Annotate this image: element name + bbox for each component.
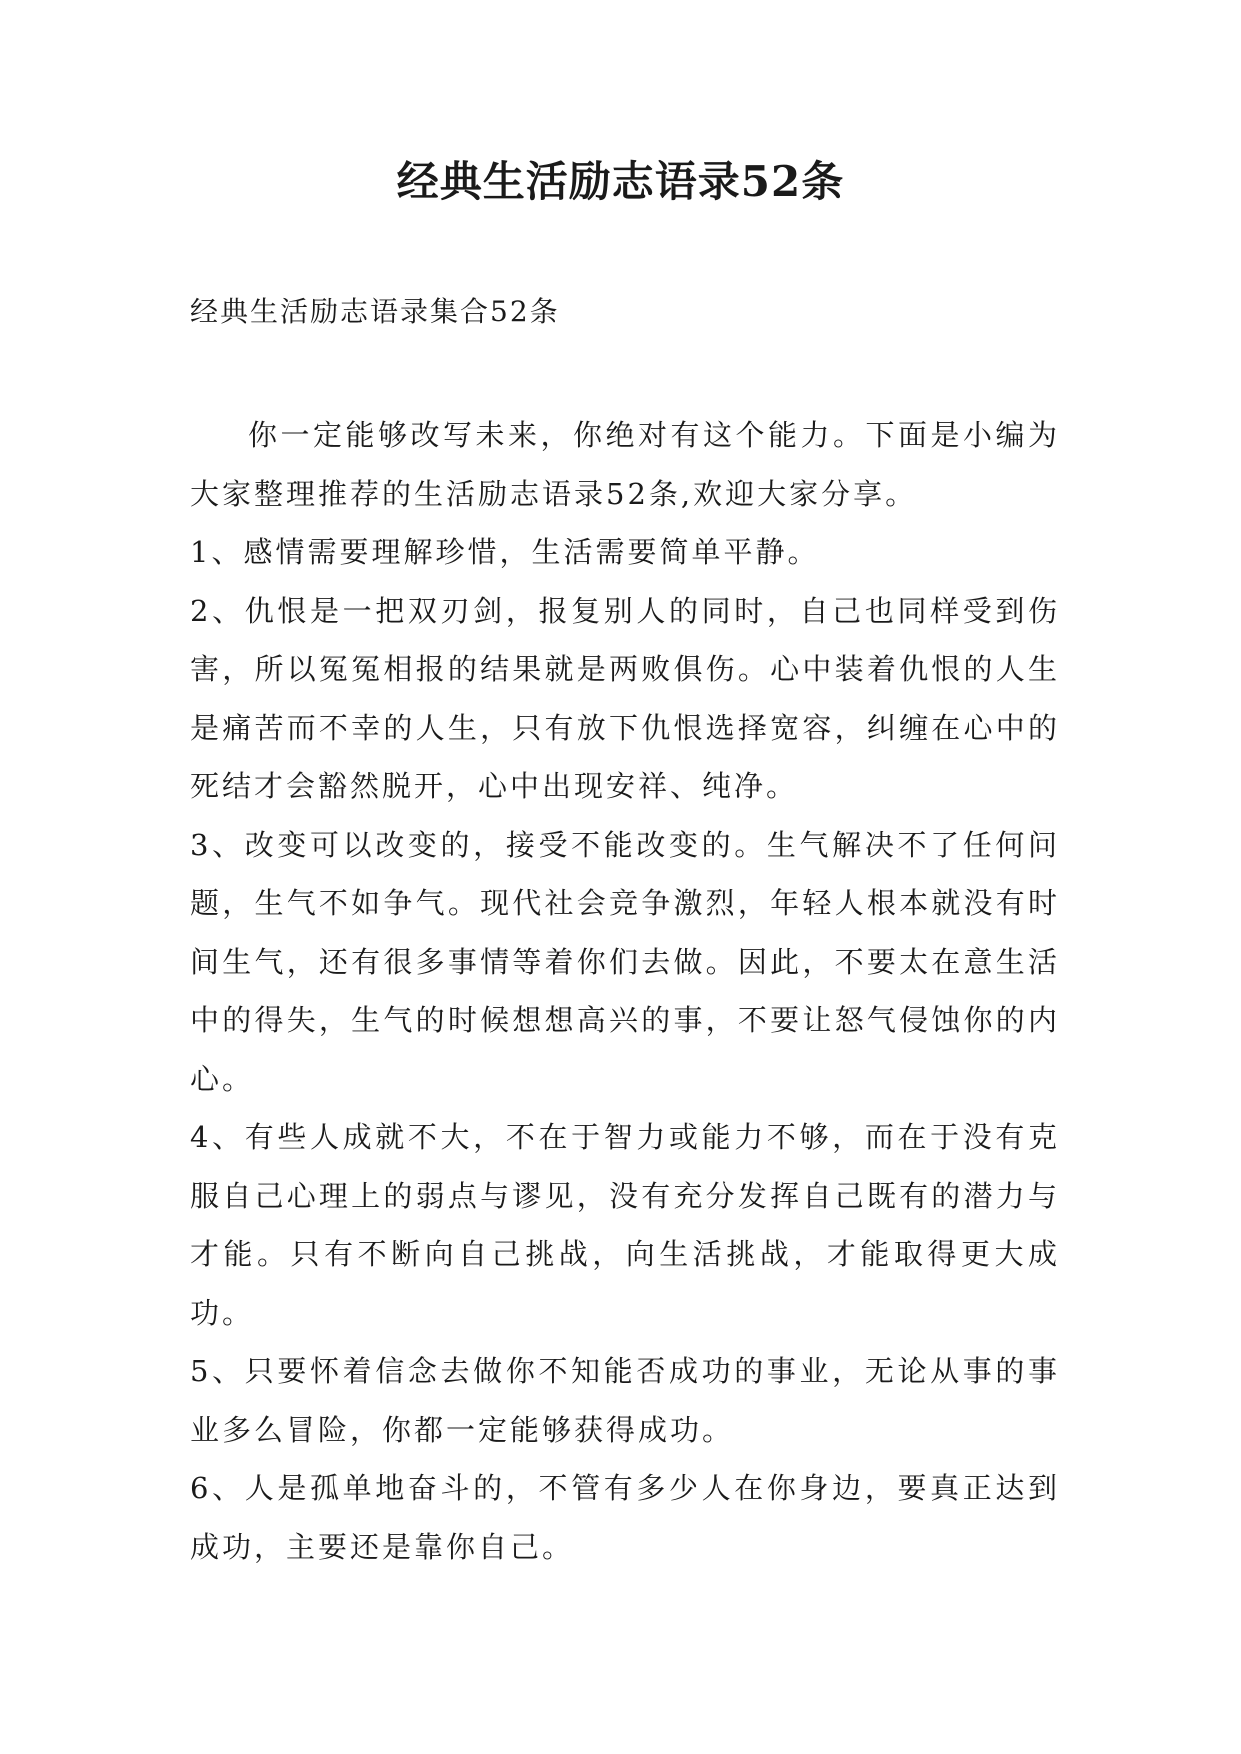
quote-item-4: 4、有些人成就不大，不在于智力或能力不够，而在于没有克服自己心理上的弱点与谬见，没有充分发挥自己既有的潜力与才能。只有不断向自己挑战，向生活挑战，才能取得更大成功。 xyxy=(190,1120,1060,1330)
document-title: 经典生活励志语录52条 xyxy=(396,157,845,206)
document-subtitle: 经典生活励志语录集合52条 xyxy=(190,295,560,328)
quote-item-3: 3、改变可以改变的，接受不能改变的。生气解决不了任何问题，生气不如争气。现代社会竞争激烈，年轻人根本就没有时间生气，还有很多事情等着你们去做。因此，不要太在意生活中的得失，生气的时候想想高兴的事，不要让怒气侵蚀你的内心。 xyxy=(190,827,1060,1096)
intro-paragraph: 你一定能够改写未来，你绝对有这个能力。下面是小编为大家整理推荐的生活励志语录52条,欢迎大家分享。 xyxy=(190,418,1060,511)
quote-item-6: 6、人是孤单地奋斗的，不管有多少人在你身边，要真正达到成功，主要还是靠你自己。 xyxy=(190,1471,1060,1564)
quote-item-5: 5、只要怀着信念去做你不知能否成功的事业，无论从事的事业多么冒险，你都一定能够获得成功。 xyxy=(190,1354,1060,1447)
quote-item-1: 1、感情需要理解珍惜，生活需要简单平静。 xyxy=(190,535,820,569)
document-body xyxy=(190,406,1060,1576)
quote-item-2: 2、仇恨是一把双刃剑，报复别人的同时，自己也同样受到伤害，所以冤冤相报的结果就是两败俱伤。心中装着仇恨的人生是痛苦而不幸的人生，只有放下仇恨选择宽容，纠缠在心中的死结才会豁然脱开，心中出现安祥、纯净。 xyxy=(190,593,1060,803)
